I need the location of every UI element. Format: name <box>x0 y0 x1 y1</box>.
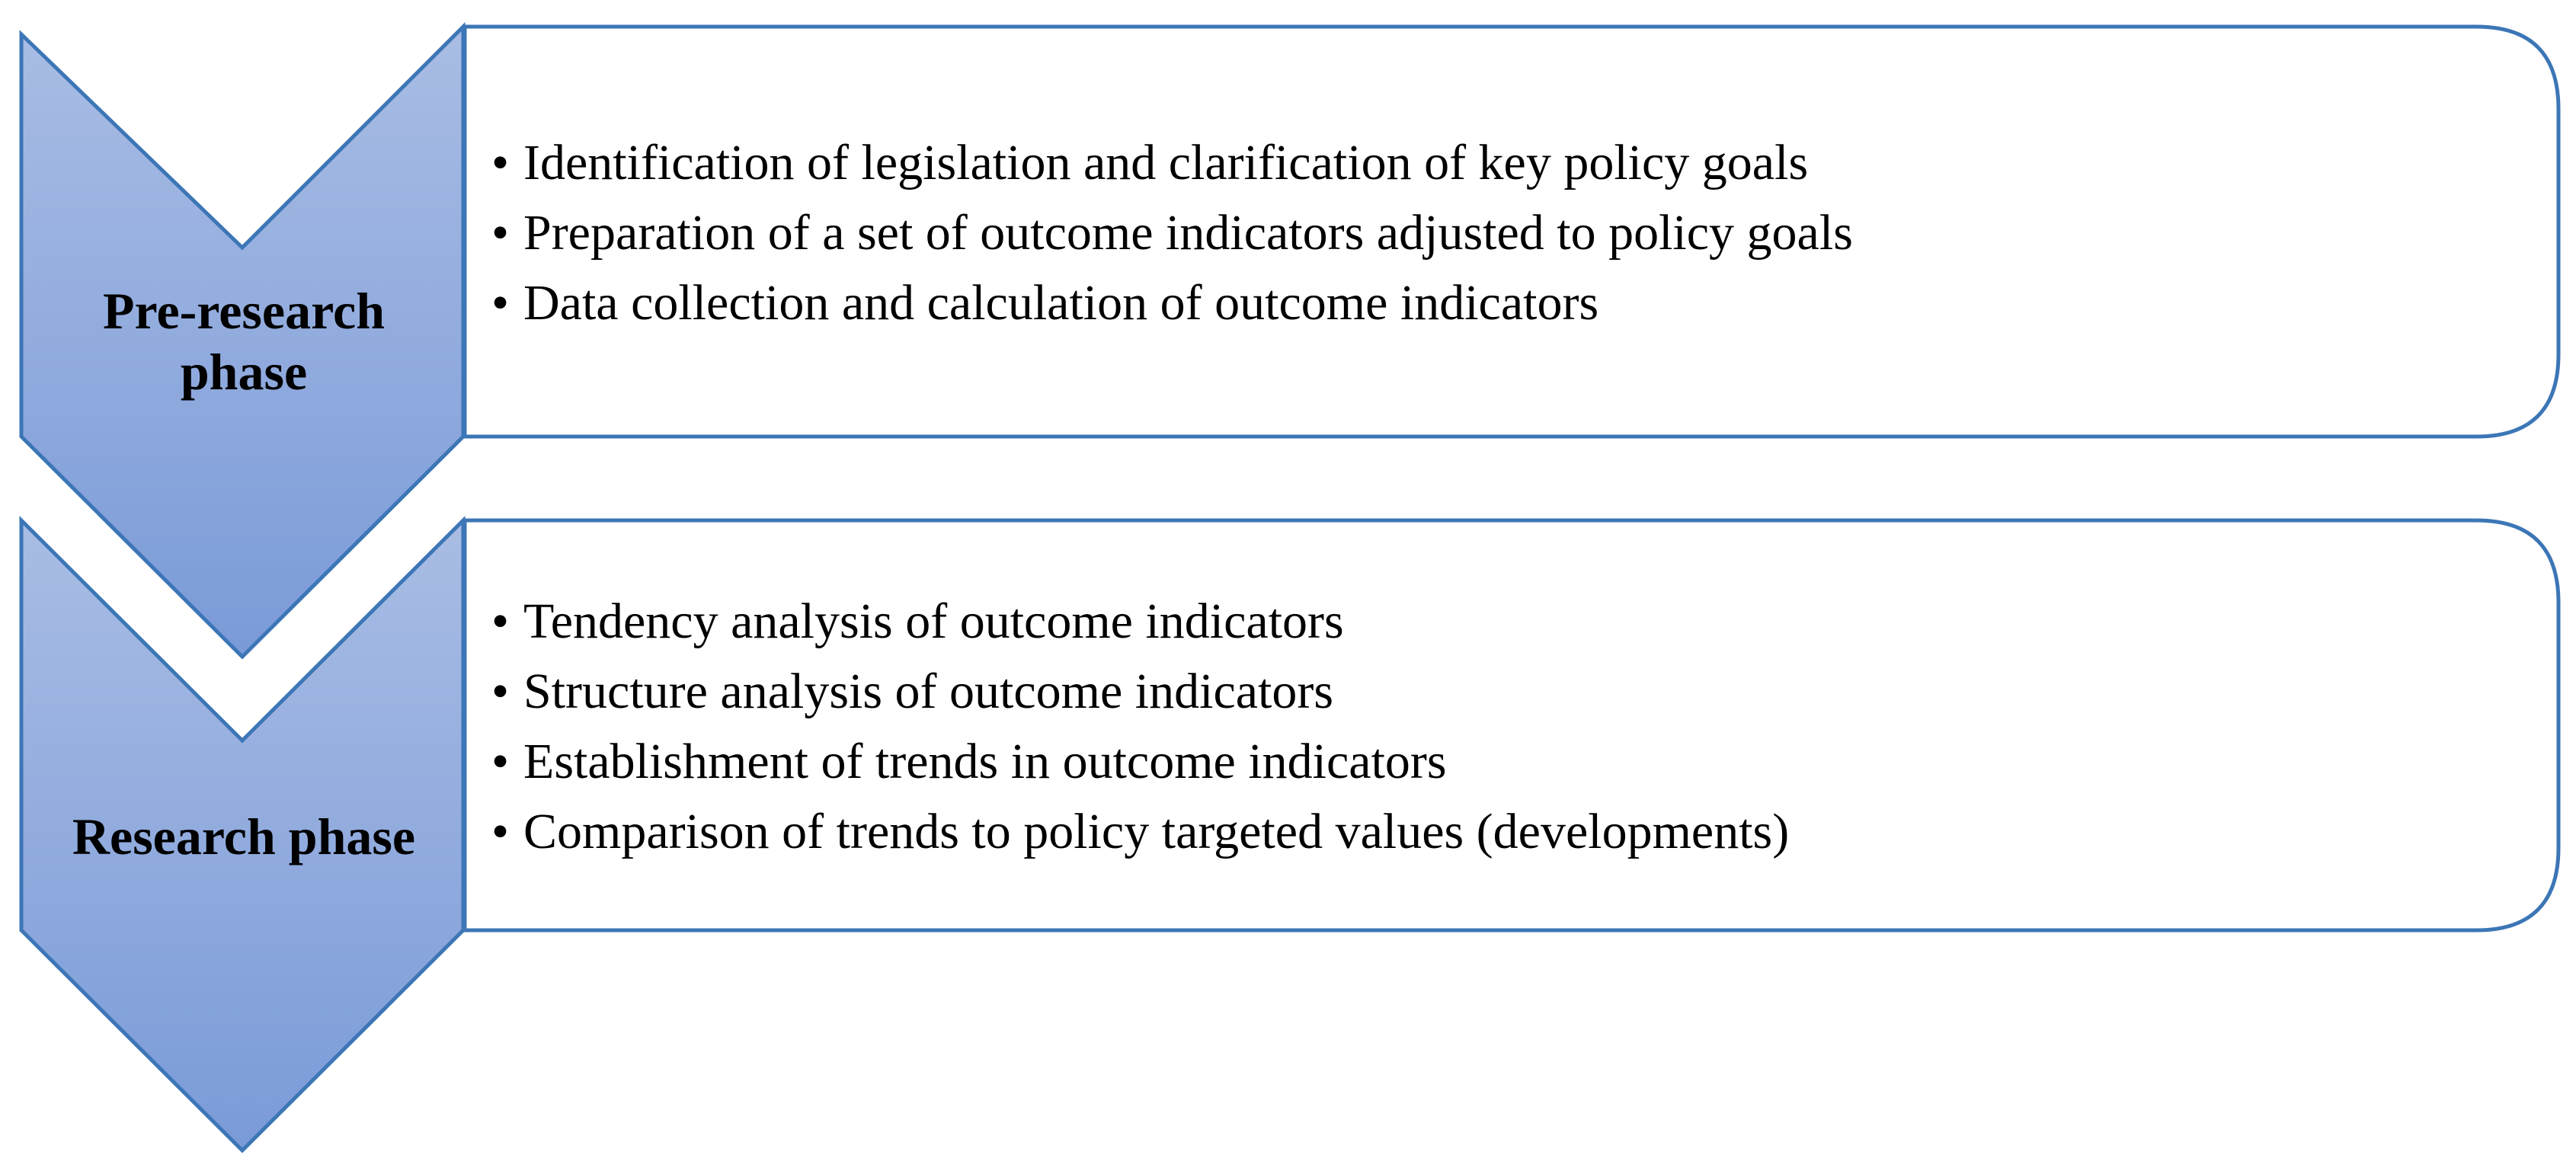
phase-1-label-line-2: phase <box>180 343 308 401</box>
list-item <box>491 198 1853 268</box>
bullet-icon: • <box>491 593 510 649</box>
list-item-text: Structure analysis of outcome indicators <box>523 664 1334 719</box>
phase-1-label-line-1: Pre-research <box>102 282 386 340</box>
list-item-text: Identification of legislation and clarification of key policy goals <box>523 135 1809 190</box>
list-item <box>491 727 1789 797</box>
phase-1-label <box>23 280 465 402</box>
bullet-icon: • <box>491 664 510 719</box>
list-item-text: Establishment of trends in outcome indicators <box>523 734 1447 789</box>
list-item-text: Preparation of a set of outcome indicators adjusted to policy goals <box>523 205 1853 261</box>
phase-1-item-list <box>491 128 1853 338</box>
bullet-icon: • <box>491 135 510 190</box>
bullet-icon: • <box>491 275 510 331</box>
list-item <box>491 587 1789 657</box>
bullet-icon: • <box>491 205 510 261</box>
list-item-text: Data collection and calculation of outcome indicators <box>523 275 1599 331</box>
list-item <box>491 128 1853 198</box>
bullet-icon: • <box>491 804 510 859</box>
list-item <box>491 657 1789 727</box>
phase-2-item-list <box>491 587 1789 867</box>
phase-2-label-line-1: Research phase <box>72 808 416 865</box>
list-item-text: Tendency analysis of outcome indicators <box>523 593 1344 649</box>
list-item-text: Comparison of trends to policy targeted values (developments) <box>523 804 1790 859</box>
bullet-icon: • <box>491 734 510 789</box>
list-item <box>491 268 1853 338</box>
list-item <box>491 797 1789 867</box>
phase-2-label <box>23 806 465 867</box>
